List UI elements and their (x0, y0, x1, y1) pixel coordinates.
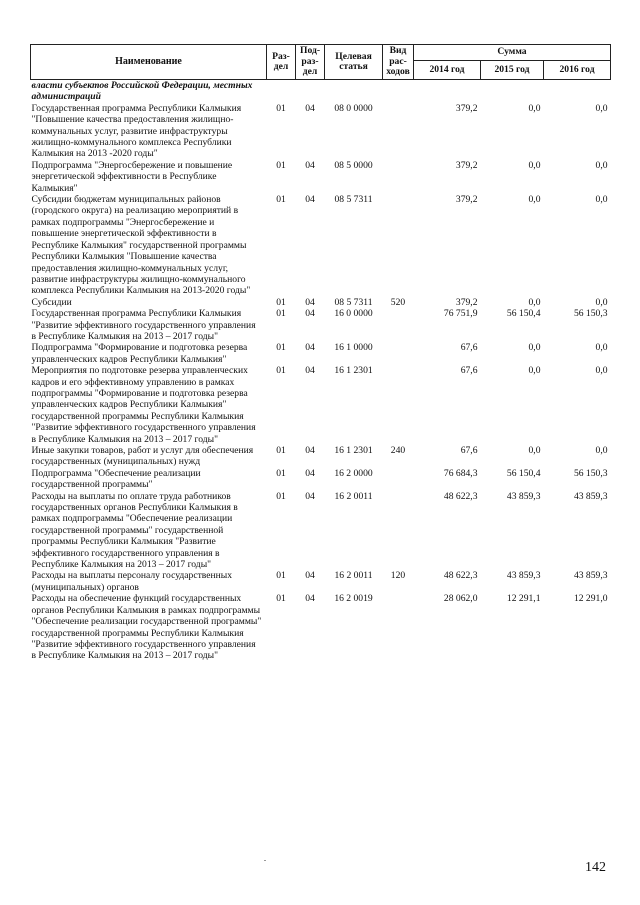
header-year-2014: 2014 год (414, 60, 481, 80)
cell-name: Подпрограмма "Формирование и подготовка резерва управленческих кадров Республики Калмыкия" (31, 342, 248, 365)
cell-section: 01 (276, 102, 286, 114)
cell-2016: 0,0 (595, 365, 608, 377)
cell-kind (383, 103, 414, 160)
cell-subsection: 04 (305, 365, 315, 377)
table-row (31, 103, 611, 160)
cell-subsection (296, 80, 325, 103)
cell-2015: 0,0 (528, 365, 541, 377)
cell-2015: 0,0 (528, 102, 541, 114)
cell-section: 01 (276, 296, 286, 308)
cell-kind (383, 468, 414, 491)
cell-kind (383, 365, 414, 445)
cell-2015: 56 150,4 (506, 467, 541, 479)
header-kind: Вид рас- ходов (383, 45, 414, 80)
cell-name: Государственная программа Республики Калмыкия "Повышение качества предоставления жилищно-коммунальных услуг, развитие инфраструктуры жилищно-коммунального комплекса Республики Калмыкия на 2013 -2020 годы" (31, 102, 242, 160)
page-number: 142 (585, 860, 606, 875)
header-name: Наименование (31, 45, 267, 80)
cell-2015: 0,0 (528, 159, 541, 171)
cell-2015: 43 859,3 (506, 490, 541, 502)
cell-2015 (481, 80, 544, 103)
cell-target: 16 1 2301 (334, 445, 373, 456)
cell-target: 16 0 0000 (334, 308, 373, 320)
cell-kind (383, 593, 414, 661)
cell-2016: 0,0 (595, 194, 608, 206)
cell-kind (383, 342, 414, 365)
table-row (31, 570, 611, 593)
cell-2016: 0,0 (595, 342, 608, 354)
cell-subsection: 04 (305, 593, 315, 605)
cell-target (325, 80, 383, 103)
cell-2014: 379,2 (455, 296, 478, 308)
cell-subsection: 04 (305, 296, 315, 308)
cell-2016: 0,0 (595, 102, 608, 114)
cell-subsection: 04 (305, 490, 315, 502)
cell-2015: 0,0 (528, 342, 541, 354)
table-row (31, 194, 611, 297)
cell-name: власти субъектов Российской Федерации, местных администраций (31, 80, 253, 103)
header-subsection: Под- раз- дел (296, 45, 325, 80)
cell-section: 01 (276, 342, 286, 354)
cell-2016: 43 859,3 (573, 490, 608, 502)
table-row (31, 160, 611, 194)
cell-name: Подпрограмма "Энергосбережение и повышение энергетической эффективности в Республике Калмыкия" (31, 159, 233, 194)
cell-2014: 48 622,3 (443, 490, 478, 502)
cell-2016: 56 150,3 (573, 467, 608, 479)
cell-section: 01 (276, 194, 286, 206)
cell-kind: 520 (390, 296, 406, 308)
header-year-2016: 2016 год (544, 60, 611, 80)
table-row (31, 297, 611, 308)
cell-subsection: 04 (305, 467, 315, 479)
cell-2015: 0,0 (528, 296, 541, 308)
cell-subsection: 04 (305, 342, 315, 354)
cell-2014: 28 062,0 (443, 593, 478, 605)
cell-target: 08 5 0000 (334, 159, 373, 171)
cell-target: 16 2 0000 (334, 467, 373, 479)
cell-name: Субсидии (31, 296, 72, 308)
cell-2014: 379,2 (455, 159, 478, 171)
cell-target: 16 2 0011 (334, 570, 373, 582)
cell-target: 08 5 7311 (334, 296, 373, 308)
table-header (31, 45, 611, 80)
cell-2016: 12 291,0 (573, 593, 608, 605)
cell-2016: 0,0 (595, 159, 608, 171)
cell-section (267, 80, 296, 103)
cell-section: 01 (276, 570, 286, 582)
cell-section: 01 (276, 159, 286, 171)
cell-2016: 0,0 (595, 445, 608, 456)
table-row (31, 342, 611, 365)
cell-2014: 67,6 (460, 365, 478, 377)
scan-mark (264, 860, 266, 861)
cell-2016: 43 859,3 (573, 570, 608, 582)
cell-name: Расходы на обеспечение функций государственных органов Республики Калмыкия в рамках подпрограммы "Обеспечение реализации государственной программы" государственной программы Республики Калмыкия "Развитие эффективного государственного управления в Республике Калмыкия на 2013 – 2017 годы" (31, 593, 262, 662)
section-heading-row (31, 80, 611, 103)
cell-name: Расходы на выплаты по оплате труда работников государственных органов Республики Калмыкия в рамках подпрограммы "Обеспечение реализации государственной программы" государственной программы Республики Калмыкия "Развитие эффективного государственного управления в Республике Калмыкия на 2013 – 2017 годы" (31, 490, 238, 571)
cell-2015: 0,0 (528, 194, 541, 206)
cell-target: 08 5 7311 (334, 194, 373, 206)
cell-2014: 48 622,3 (443, 570, 478, 582)
table-row (31, 468, 611, 491)
cell-2015: 43 859,3 (506, 570, 541, 582)
cell-2014 (414, 80, 481, 103)
cell-2014: 76 751,9 (443, 308, 478, 320)
cell-kind: 240 (390, 445, 406, 456)
header-section: Раз- дел (267, 45, 296, 80)
cell-kind (383, 80, 414, 103)
cell-subsection: 04 (305, 102, 315, 114)
cell-target: 16 1 2301 (334, 365, 373, 377)
cell-2014: 67,6 (460, 445, 478, 456)
cell-section: 01 (276, 490, 286, 502)
cell-kind: 120 (390, 570, 406, 582)
table-row (31, 445, 611, 468)
cell-section: 01 (276, 593, 286, 605)
cell-target: 16 2 0011 (334, 490, 373, 502)
cell-2014: 76 684,3 (443, 467, 478, 479)
cell-2016: 56 150,3 (573, 308, 608, 320)
cell-target: 16 1 0000 (334, 342, 373, 354)
header-target: Целевая статья (325, 45, 383, 80)
cell-name: Государственная программа Республики Калмыкия "Развитие эффективного государственного управления в Республике Калмыкия на 2013 – 2017 годы" (31, 308, 256, 342)
cell-name: Субсидии бюджетам муниципальных районов (городского округа) на реализацию мероприятий в рамках подпрограммы "Энергосбережение и повышение энергетической эффективности в Республике Калмыкия" государственной программы Республики Калмыкия "Повышение качества предоставления жилищно-коммунальных услуг, развитие инфраструктуры жилищно-коммунального комплекса Республики Калмыкия на 2013-2020 годы" (31, 194, 251, 297)
cell-name: Мероприятия по подготовке резерва управленческих кадров и его эффективному управлению в рамках подпрограммы "Формирование и подготовка резерва управленческих кадров Республики Калмыкия" государственной программы Республики Калмыкия "Развитие эффективного государственного управления в Республике Калмыкия на 2013 – 2017 годы" (31, 365, 256, 445)
cell-section: 01 (276, 365, 286, 377)
cell-kind (383, 491, 414, 571)
table-body (31, 80, 611, 662)
header-year-2015: 2015 год (481, 60, 544, 80)
cell-kind (383, 160, 414, 194)
cell-subsection: 04 (305, 570, 315, 582)
cell-subsection: 04 (305, 445, 315, 456)
header-sum: Сумма (414, 45, 611, 61)
cell-2016: 0,0 (595, 296, 608, 308)
cell-target: 08 0 0000 (334, 102, 373, 114)
cell-subsection: 04 (305, 194, 315, 206)
cell-2016 (544, 80, 611, 103)
cell-subsection: 04 (305, 308, 315, 320)
cell-2014: 379,2 (455, 194, 478, 206)
cell-2015: 12 291,1 (506, 593, 541, 605)
cell-2014: 379,2 (455, 102, 478, 114)
cell-2015: 56 150,4 (506, 308, 541, 320)
cell-section: 01 (276, 445, 286, 456)
table-row (31, 365, 611, 445)
table-row (31, 491, 611, 571)
budget-table (30, 44, 611, 662)
cell-2015: 0,0 (528, 445, 541, 456)
cell-section: 01 (276, 308, 286, 320)
cell-target: 16 2 0019 (334, 593, 373, 605)
table-row (31, 308, 611, 342)
cell-name: Иные закупки товаров, работ и услуг для обеспечения государственных (муниципальных) нужд (31, 445, 254, 468)
cell-kind (383, 194, 414, 297)
cell-subsection: 04 (305, 159, 315, 171)
cell-section: 01 (276, 467, 286, 479)
cell-2014: 67,6 (460, 342, 478, 354)
cell-name: Подпрограмма "Обеспечение реализации государственной программы" (31, 467, 201, 491)
table-row (31, 593, 611, 661)
cell-name: Расходы на выплаты персоналу государственных (муниципальных) органов (31, 570, 233, 593)
cell-kind (383, 308, 414, 342)
